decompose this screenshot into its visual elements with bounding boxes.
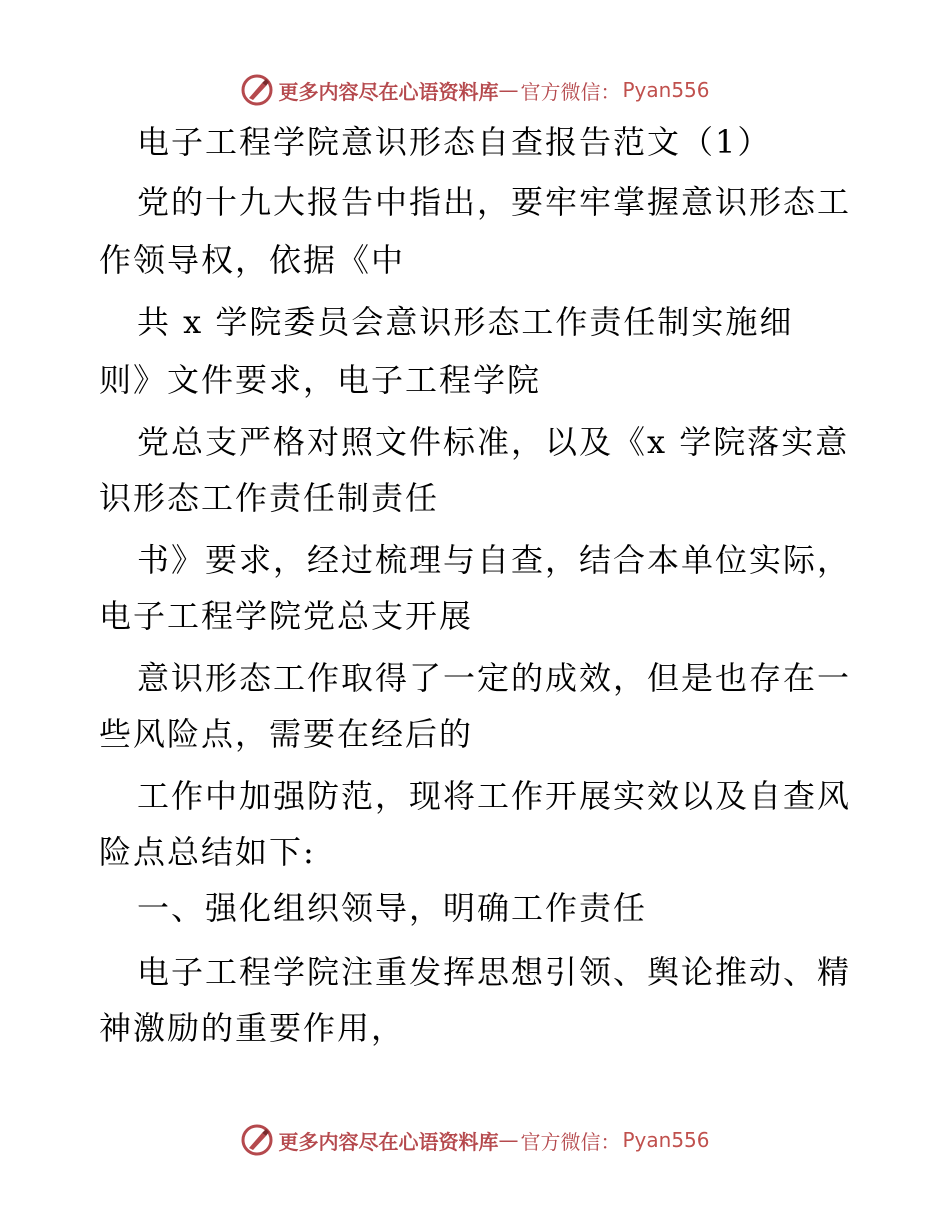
paragraph-line: 识形态工作责任制责任	[99, 479, 440, 517]
paragraph-line: 共 x 学院委员会意识形态工作责任制实施细	[137, 303, 794, 341]
watermark-header-bottom	[0, 1122, 950, 1158]
paragraph-line: 工作中加强防范，现将工作开展实效以及自查风	[137, 777, 852, 815]
paragraph-line: 党总支严格对照文件标准，以及《x 学院落实意	[137, 423, 850, 461]
section-heading: 一、强化组织领导，明确工作责任	[137, 889, 648, 927]
paragraph-line: 电子工程学院党总支开展	[99, 597, 474, 635]
paragraph-line: 书》要求，经过梳理与自查，结合本单位实际，	[137, 541, 852, 579]
watermark-wechat-handle: Pyan556	[622, 78, 710, 102]
paragraph-line: 些风险点，需要在经后的	[99, 715, 474, 753]
paragraph-line: 则》文件要求，电子工程学院	[99, 361, 542, 399]
watermark-dash: —	[498, 1128, 519, 1152]
watermark-main-text: 更多内容尽在心语资料库	[278, 1129, 499, 1154]
watermark-wechat-label: 官方微信：	[520, 1129, 621, 1154]
watermark-wechat-handle: Pyan556	[622, 1128, 710, 1152]
watermark-wechat-label: 官方微信：	[520, 79, 621, 104]
paragraph-line: 作领导权，依据《中	[99, 241, 406, 279]
paragraph-line: 神激励的重要作用，	[99, 1009, 406, 1047]
paragraph-line: 党的十九大报告中指出，要牢牢掌握意识形态工	[137, 183, 852, 221]
watermark-main-text: 更多内容尽在心语资料库	[278, 79, 499, 104]
paragraph-line: 险点总结如下:	[99, 833, 316, 871]
paragraph-line: 电子工程学院注重发挥思想引领、舆论推动、精	[137, 953, 852, 991]
paragraph-line: 意识形态工作取得了一定的成效，但是也存在一	[137, 659, 852, 697]
document-title: 电子工程学院意识形态自查报告范文（1）	[137, 123, 772, 161]
watermark-header-top	[0, 72, 950, 108]
pen-logo-icon	[240, 1123, 274, 1157]
watermark-dash: —	[498, 78, 519, 102]
pen-logo-icon	[240, 73, 274, 107]
